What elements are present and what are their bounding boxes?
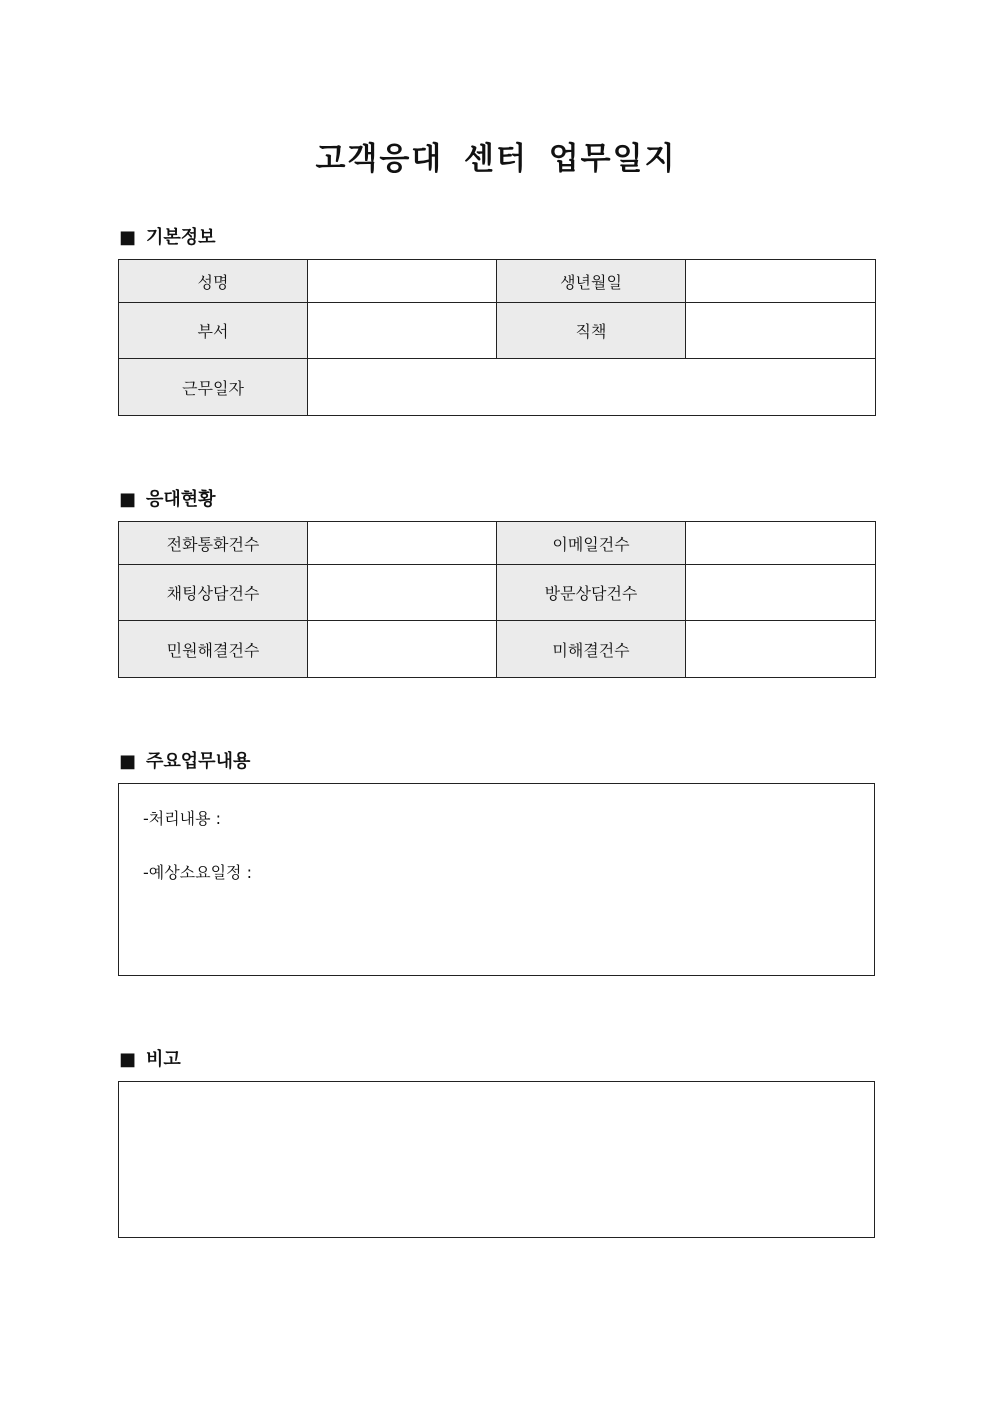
label-position: 직책 bbox=[497, 303, 686, 359]
table-row bbox=[119, 621, 876, 678]
label-resolved-complaints: 민원해결건수 bbox=[119, 621, 308, 678]
square-bullet-icon: ■ bbox=[119, 1049, 137, 1070]
label-visit-consults: 방문상담건수 bbox=[497, 565, 686, 621]
field-emails[interactable] bbox=[686, 522, 876, 565]
section-basic-heading bbox=[119, 223, 216, 249]
field-resolved-complaints[interactable] bbox=[308, 621, 497, 678]
field-workdate[interactable] bbox=[308, 359, 876, 416]
section-status-heading bbox=[119, 485, 216, 511]
field-phone-calls[interactable] bbox=[308, 522, 497, 565]
document-title: 고객응대 센터 업무일지 bbox=[315, 141, 677, 177]
section-status-title: 응대현황 bbox=[146, 489, 216, 510]
label-emails: 이메일건수 bbox=[497, 522, 686, 565]
task-line-processing: -처리내용 : bbox=[143, 809, 222, 828]
field-birthdate[interactable] bbox=[686, 260, 876, 303]
table-row bbox=[119, 359, 876, 416]
table-row bbox=[119, 565, 876, 621]
table-row bbox=[119, 260, 876, 303]
label-workdate: 근무일자 bbox=[119, 359, 308, 416]
field-name[interactable] bbox=[308, 260, 497, 303]
label-unresolved: 미해결건수 bbox=[497, 621, 686, 678]
section-basic-title: 기본정보 bbox=[146, 227, 216, 248]
basic-info-table bbox=[118, 259, 876, 416]
notes-box[interactable] bbox=[118, 1081, 875, 1238]
label-phone-calls: 전화통화건수 bbox=[119, 522, 308, 565]
section-tasks-title: 주요업무내용 bbox=[146, 751, 251, 772]
label-chat-consults: 채팅상담건수 bbox=[119, 565, 308, 621]
section-notes-title: 비고 bbox=[146, 1049, 181, 1070]
service-status-table bbox=[118, 521, 876, 678]
section-tasks-heading bbox=[119, 747, 250, 773]
field-unresolved[interactable] bbox=[686, 621, 876, 678]
label-department: 부서 bbox=[119, 303, 308, 359]
field-department[interactable] bbox=[308, 303, 497, 359]
square-bullet-icon: ■ bbox=[119, 227, 137, 248]
label-birthdate: 생년월일 bbox=[497, 260, 686, 303]
field-visit-consults[interactable] bbox=[686, 565, 876, 621]
section-notes-heading bbox=[119, 1045, 181, 1071]
task-line-schedule: -예상소요일정 : bbox=[143, 863, 252, 882]
square-bullet-icon: ■ bbox=[119, 751, 137, 772]
field-position[interactable] bbox=[686, 303, 876, 359]
square-bullet-icon: ■ bbox=[119, 489, 137, 510]
label-name: 성명 bbox=[119, 260, 308, 303]
field-chat-consults[interactable] bbox=[308, 565, 497, 621]
table-row bbox=[119, 522, 876, 565]
main-tasks-box[interactable] bbox=[118, 783, 875, 976]
table-row bbox=[119, 303, 876, 359]
